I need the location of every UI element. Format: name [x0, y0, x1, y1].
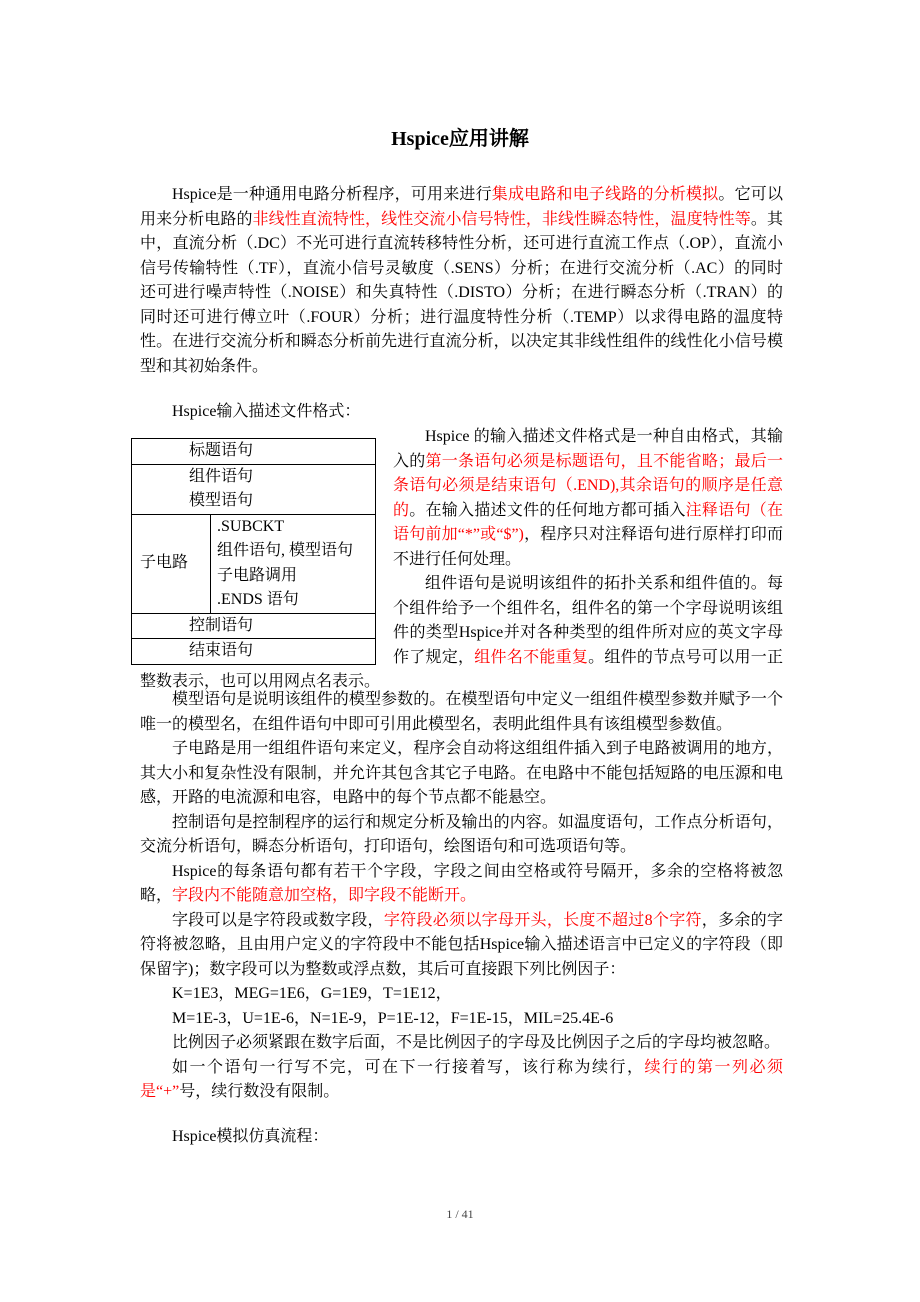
subcircuit-content [211, 514, 376, 613]
model-statement: 模型语句 [189, 492, 254, 509]
paragraph [140, 688, 783, 737]
end-statement-cell: 结束语句 [132, 639, 376, 665]
emphasis-text: 字段内不能随意加空格，即字段不能断开。 [172, 887, 477, 904]
body-text: K=1E3，MEG=1E6，G=1E9，T=1E12， [172, 985, 452, 1002]
control-statement-cell: 控制语句 [132, 613, 376, 639]
body-text: 模型语句是说明该组件的模型参数的。在模型语句中定义一组组件模型参数并赋予一个唯一的模型名，在组件语句中即可引用此模型名，表明此组件具有该组模型参数值。 [140, 691, 783, 733]
format-heading: Hspice输入描述文件格式： [172, 403, 361, 420]
body-text: 。它可以用来分析电路的 [140, 186, 783, 228]
table-row [132, 613, 376, 639]
format-heading-section [140, 400, 783, 425]
paragraph [140, 1007, 783, 1032]
subckt-line: .ENDS 语句 [217, 591, 299, 608]
emphasis-text: 注释语句（在语句前加“*”或“$”) [393, 501, 783, 543]
body-text: M=1E-3，U=1E-6，N=1E-9，P=1E-12，F=1E-15，MIL=25.4E-6 [172, 1009, 614, 1027]
intro-section [140, 183, 783, 379]
body-text: Hspice 的输入描述文件格式是一种自由格式，其输入的 [393, 428, 783, 470]
body-text: 号，续行数没有限制。 [179, 1083, 340, 1100]
body-text: 子电路是用一组组件语句来定义，程序会自动将这组组件插入到子电路被调用的地方，其大小和复杂性没有限制，并允许其包含其它子电路。在电路中不能包括短路的电压源和电感，开路的电流源和电容，电路中的每个节点都不能悬空。 [140, 740, 783, 806]
element-model-cell [132, 464, 376, 514]
body-text: Hspice的每条语句都有若干个字段，字段之间由空格或符号隔开，多余的空格将被忽略， [140, 862, 783, 904]
body-text: 如一个语句一行写不完，可在下一行接着写，该行称为续行， [172, 1058, 645, 1076]
body-text: 。组件的节点号可以用一正整数表示，也可以用网点名表示。 [140, 648, 783, 690]
paragraph [140, 909, 783, 983]
body-text: Hspice是一种通用电路分析程序，可用来进行 [172, 186, 492, 203]
subckt-line: .SUBCKT [217, 517, 285, 535]
emphasis-text: 第一条语句必须是标题语句，且不能省略；最后一条语句必须是结束语句（.END),其余语句的顺序是任意的 [393, 452, 783, 519]
element-statement: 组件语句 [189, 467, 254, 485]
paragraph [140, 860, 783, 909]
paragraph [140, 1056, 783, 1105]
body-text: 。其中，直流分析（.DC）不光可进行直流转移特性分析，还可进行直流工作点（.OP），直流小信号传输特性（.TF），直流小信号灵敏度（.SENS）分析；在进行交流分析（.AC）的同时还可进行噪声特性（.NOISE）和失真特性（.DISTO）分析；在进行瞬态分析（.TRAN）的同时还可进行傅立叶（.FOUR）分析；进行温度特性分析（.TEMP）以求得电路的温度特性。在进行交流分析和瞬态分析前先进行直流分析，以决定其非线性组件的线性化小信号模型和其初始条件。 [140, 210, 783, 375]
flow-heading: Hspice模拟仿真流程： [172, 1128, 329, 1145]
title-statement-cell: 标题语句 [132, 439, 376, 465]
emphasis-text: 组件名不能重复 [474, 648, 589, 666]
format-section [140, 425, 783, 695]
page-title: Hspice应用讲解 [391, 128, 529, 150]
emphasis-text: 非线性直流特性，线性交流小信号特性，非线性瞬态特性，温度特性等 [252, 210, 751, 228]
paragraph [140, 1031, 783, 1056]
body-text: 比例因子必须紧跟在数字后面，不是比例因子的字母及比例因子之后的字母均被忽略。 [172, 1034, 781, 1051]
table-row [132, 439, 376, 465]
paragraph [140, 737, 783, 811]
body-text: 。在输入描述文件的任何地方都可插入 [409, 501, 686, 519]
table-row [132, 639, 376, 665]
body-text: ，多余的字符将被忽略，且由用户定义的字符段中不能包括Hspice输入描述语言中已定义的字符段（即保留字)；数字段可以为整数或浮点数，其后可直接跟下列比例因子： [140, 911, 783, 978]
body-text: 控制语句是控制程序的运行和规定分析及输出的内容。如温度语句，工作点分析语句，交流分析语句，瞬态分析语句，打印语句，绘图语句和可选项语句等。 [140, 813, 783, 855]
flow-heading-section [140, 1125, 783, 1150]
paragraph [140, 982, 783, 1007]
subckt-line: 组件语句, 模型语句 [217, 542, 354, 559]
emphasis-text: 续行的第一列必须是“+” [140, 1058, 783, 1100]
input-format-table [131, 438, 376, 665]
paragraph [140, 811, 783, 860]
emphasis-text: 集成电路和电子线路的分析模拟 [491, 186, 719, 203]
body-text: ，程序只对注释语句进行原样打印而不进行任何处理。 [393, 526, 783, 568]
table-row [132, 464, 376, 514]
body-text: 组件语句是说明该组件的拓扑关系和组件值的。每个组件给予一个组件名，组件名的第一个字母说明该组件的类型Hspice并对各种类型的组件所对应的英文字母作了规定， [393, 575, 783, 666]
table-row [132, 514, 376, 613]
body-text: 字段可以是字符段或数字段， [172, 911, 384, 929]
page-number: 1 / 41 [446, 1207, 474, 1221]
emphasis-text: 字符段必须以字母开头，长度不超过8个字符 [383, 911, 702, 929]
paragraph [140, 183, 783, 379]
subcircuit-label: 子电路 [132, 514, 211, 613]
subckt-line: 子电路调用 [217, 566, 298, 584]
body-section [140, 688, 783, 1105]
